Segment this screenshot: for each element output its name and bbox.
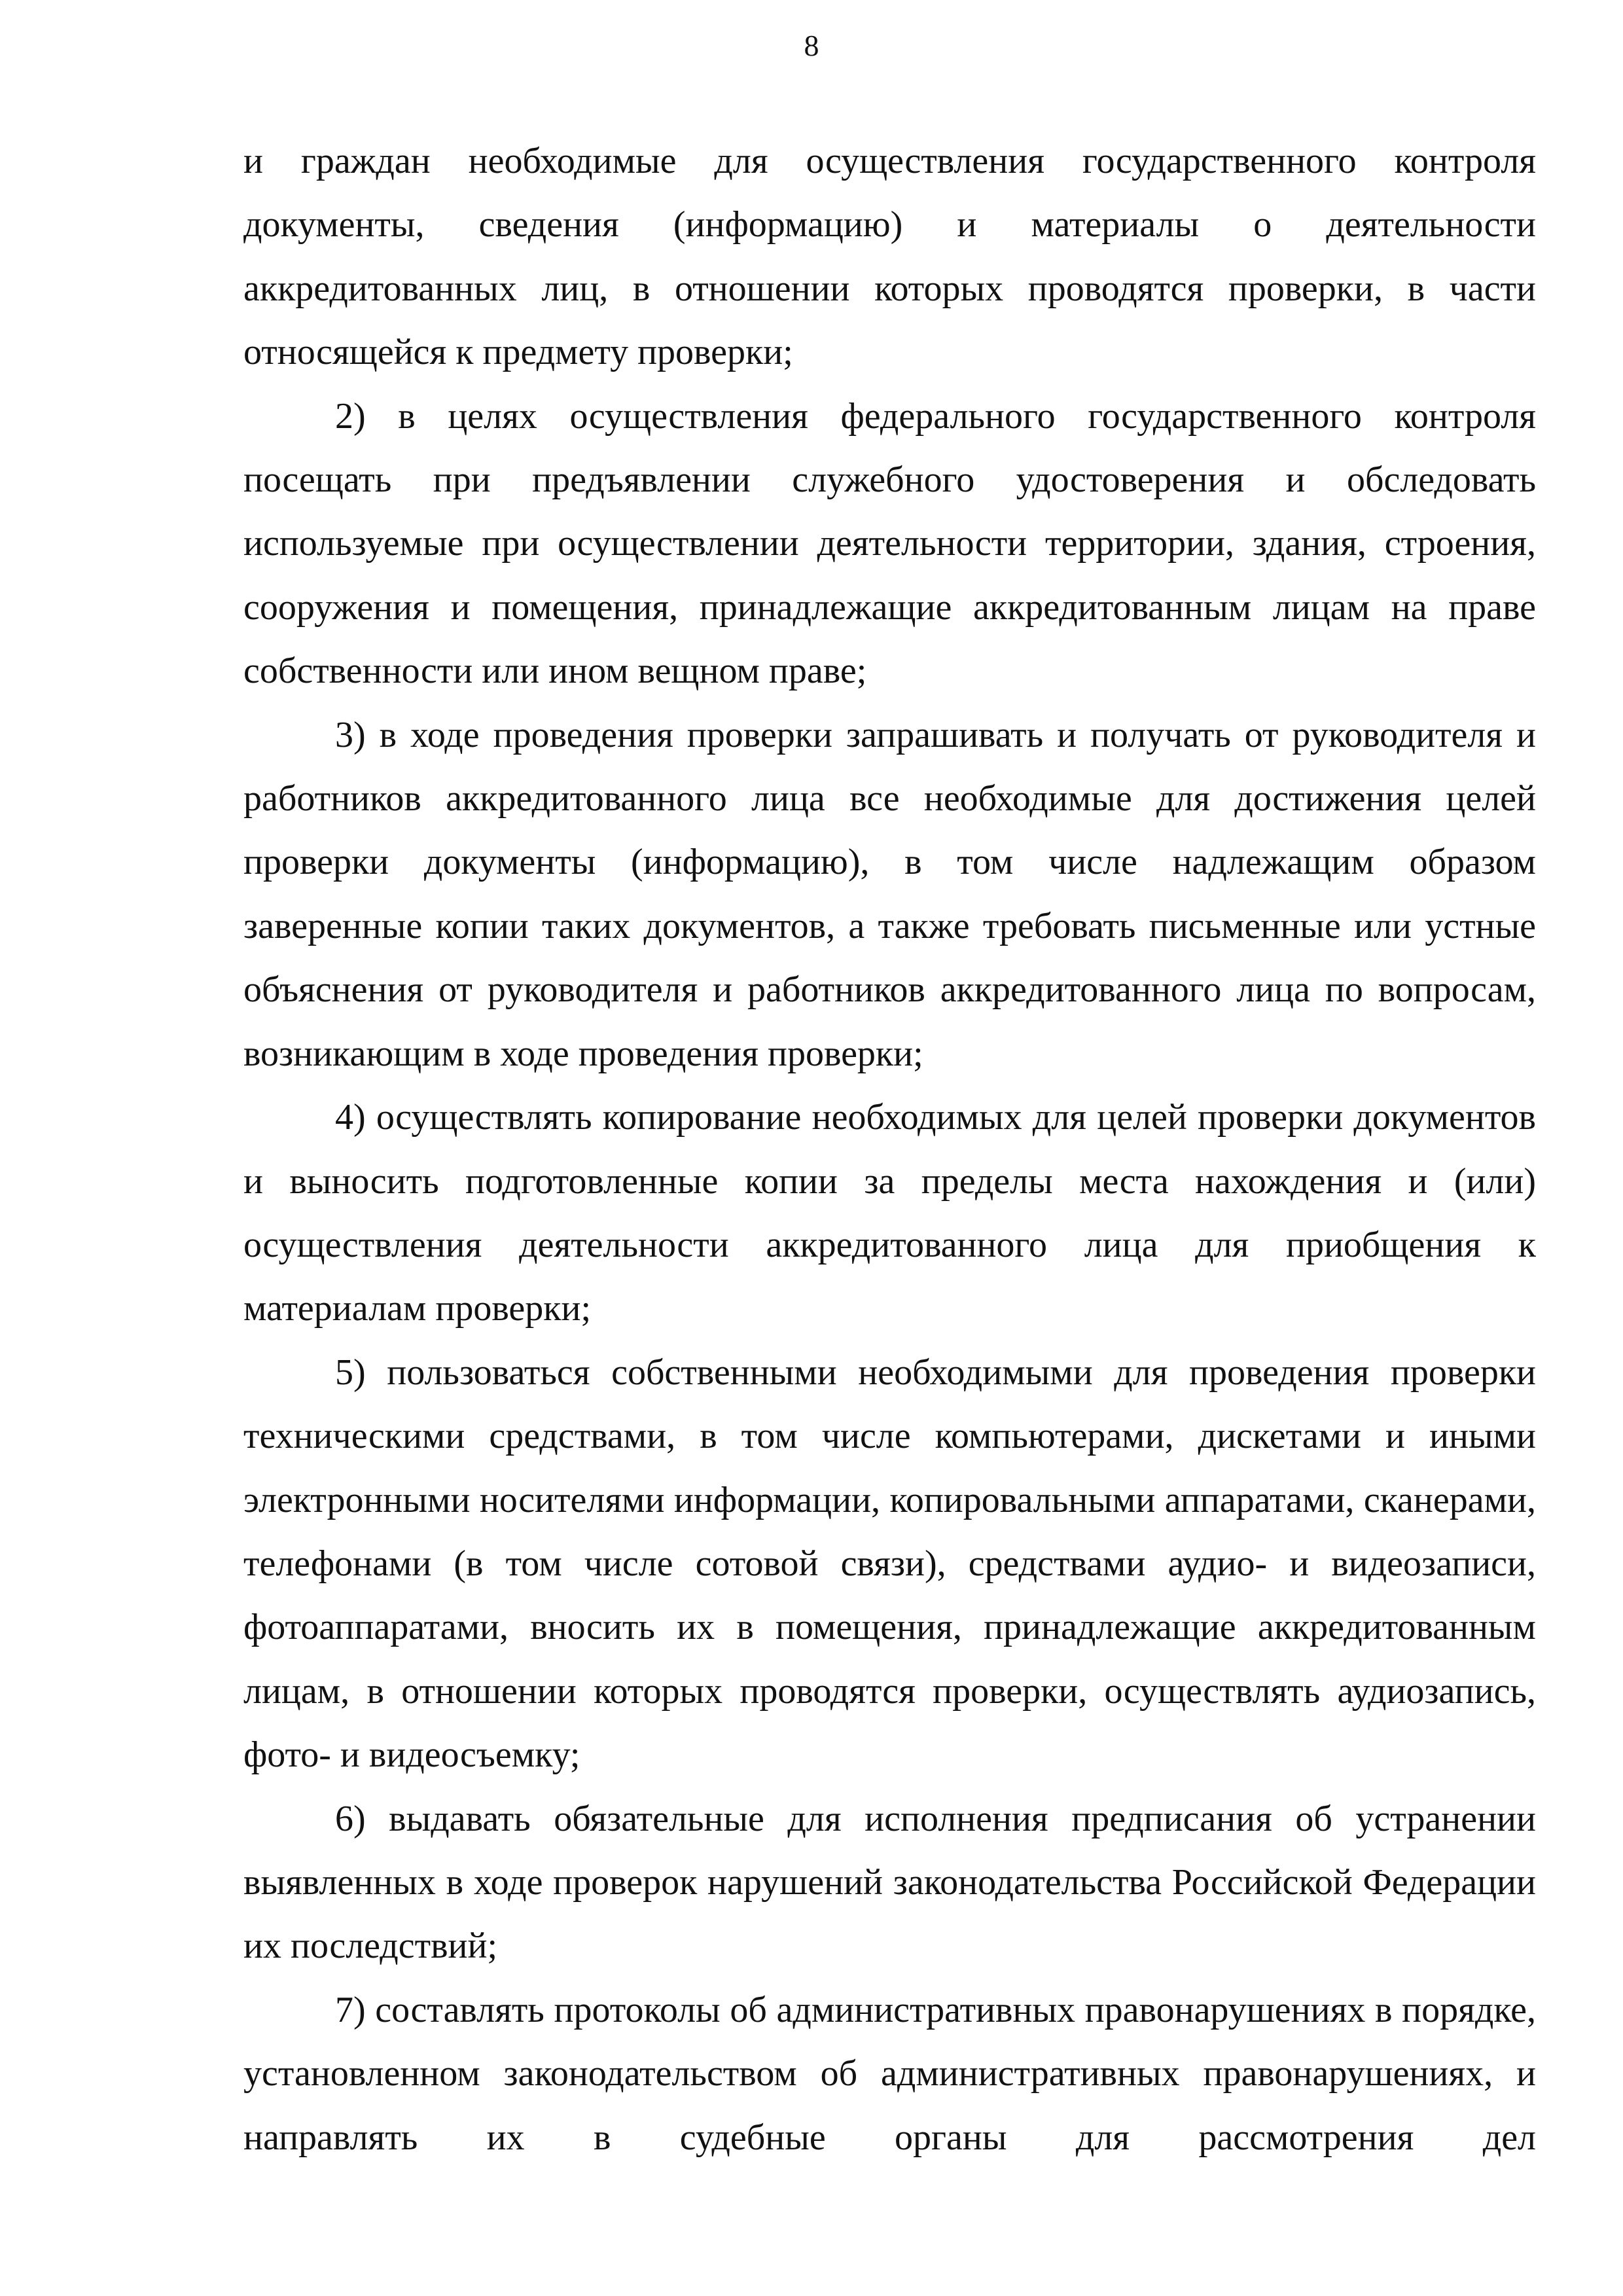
document-body (243, 130, 1536, 2170)
paragraph-item-5: 5) пользоваться собственными необходимыми для проведения проверки техническими средствами, в том числе компьютерами, дискетами и иными электронными носителями информации, копировальными аппаратами, сканерами, телефонами (в том числе сотовой связи), средствами аудио- и видеозаписи, фотоаппаратами, вносить их в помещения, принадлежащие аккредитованным лицам, в отношении которых проводятся проверки, осуществлять аудиозапись, фото- и видеосъемку; (243, 1352, 1536, 1776)
paragraph-item-4: 4) осуществлять копирование необходимых для целей проверки документов и выносить подготовленные копии за пределы места нахождения и (или) осуществления деятельности аккредитованного лица для приобщения к материалам проверки; (243, 1097, 1536, 1329)
paragraph-item-6: 6) выдавать обязательные для исполнения предписания об устранении выявленных в ходе проверок нарушений законодательства Российской Федерации их последствий; (243, 1798, 1536, 1967)
page-number: 8 (804, 29, 819, 62)
paragraph-item-2: 2) в целях осуществления федерального государственного контроля посещать при предъявлении служебного удостоверения и обследовать используемые при осуществлении деятельности территории, здания, строения, сооружения и помещения, принадлежащие аккредитованным лицам на праве собственности или ином вещном праве; (243, 395, 1536, 692)
paragraph-item-7: 7) составлять протоколы об административных правонарушениях в порядке, установленном законодательством об административных правонарушениях, и направлять их в судебные органы для рассмотрения дел (243, 1989, 1536, 2158)
paragraph-continuation: и граждан необходимые для осуществления государственного контроля документы, сведения (информацию) и материалы о деятельности аккредитованных лиц, в отношении которых проводятся проверки, в части относящейся к предмету проверки; (243, 141, 1536, 373)
paragraph-item-3: 3) в ходе проведения проверки запрашивать и получать от руководителя и работников аккредитованного лица все необходимые для достижения целей проверки документы (информацию), в том числе надлежащим образом заверенные копии таких документов, а также требовать письменные или устные объяснения от руководителя и работников аккредитованного лица по вопросам, возникающим в ходе проведения проверки; (243, 714, 1536, 1074)
